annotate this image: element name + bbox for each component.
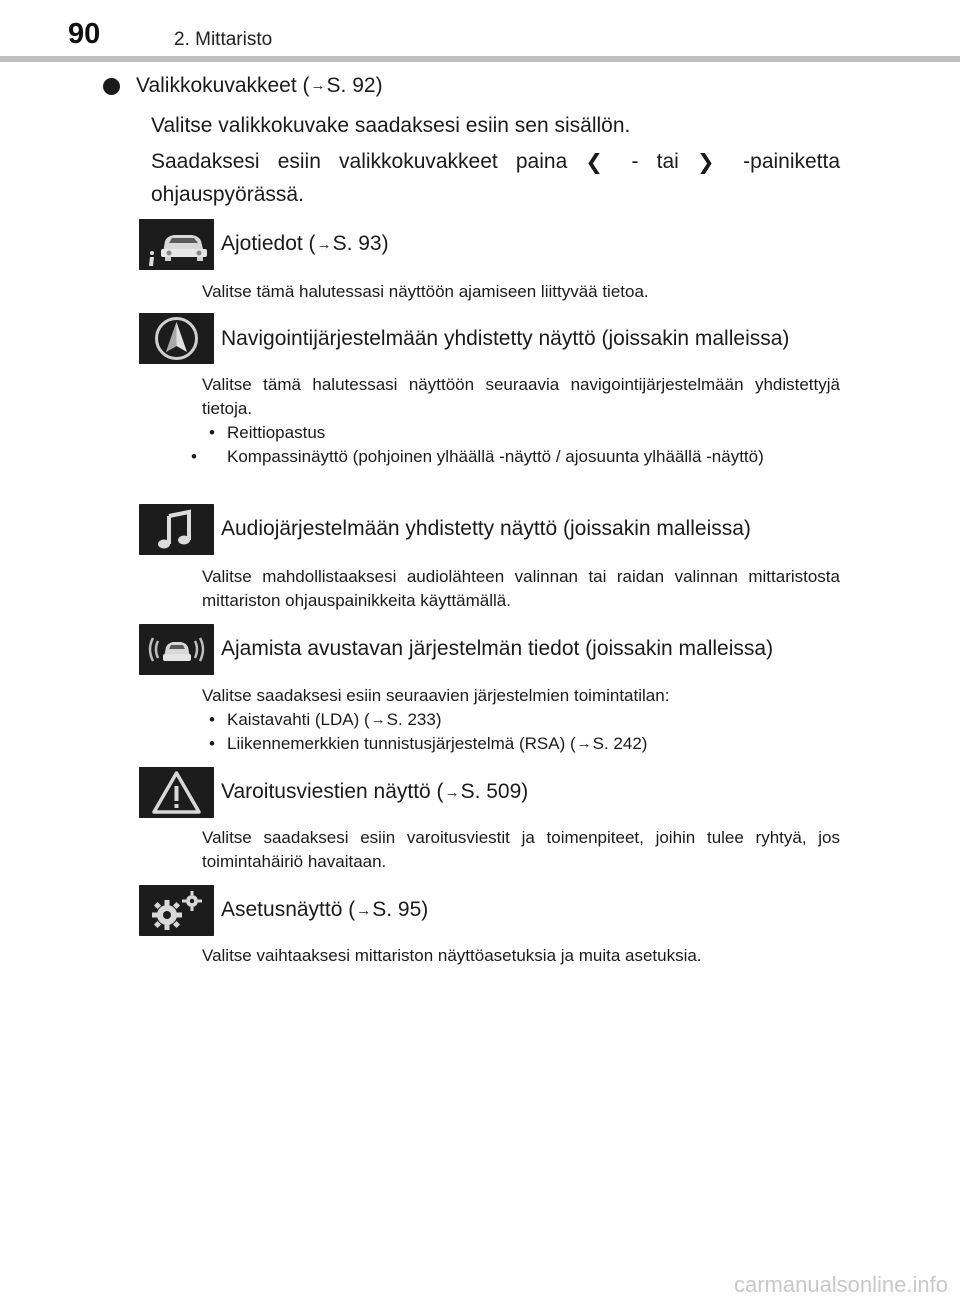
intro-line-2b: - tai: [631, 150, 679, 173]
list-item: • Liikennemerkkien tunnistusjärjestelmä (RSA) (→S. 242): [209, 734, 648, 753]
chapter-title: 2. Mittaristo: [174, 29, 273, 50]
item-title-warnings: Varoitusviestien näyttö (→S. 509): [221, 780, 529, 803]
item-title-driving-assist: Ajamista avustavan järjestelmän tiedot (joissakin malleissa): [221, 637, 774, 660]
item-title-audio: Audiojärjestelmään yhdistetty näyttö (joissakin malleissa): [221, 517, 751, 540]
list-item: • Reittiopastus: [209, 423, 326, 442]
list-item: • Kaistavahti (LDA) (→S. 233): [209, 710, 442, 729]
intro-line-1: Valitse valikkokuvake saadaksesi esiin sen sisällön.: [151, 114, 631, 137]
navigation-compass-icon: [139, 313, 214, 364]
music-note-icon: [139, 504, 214, 555]
chevron-right-icon: ❯: [697, 151, 715, 174]
item-title-ajotiedot: Ajotiedot (→S. 93): [221, 232, 389, 255]
watermark: carmanualsonline.info: [733, 1272, 948, 1297]
arrow-right-icon: →: [370, 711, 386, 728]
chevron-left-icon: ❮: [585, 151, 604, 174]
settings-gears-icon: [139, 885, 214, 936]
driving-assist-icon: [139, 624, 214, 675]
item-title-settings: Asetusnäyttö (→S. 95): [221, 898, 429, 921]
page-header: [0, 0, 960, 62]
section-heading-text: Valikkokuvakkeet (: [136, 74, 310, 97]
page-number: 90: [68, 18, 101, 50]
item-title-navigation: Navigointijärjestelmään yhdistetty näyttö (joissakin malleissa): [221, 327, 790, 350]
car-info-icon: [139, 219, 214, 270]
arrow-right-icon: →: [576, 735, 592, 752]
item-desc-navigation: Valitse tämä halutessasi näyttöön seuraavia navigointijärjestelmään yhdistettyjä tietoja.: [202, 375, 840, 418]
list-item: • Kompassinäyttö (pohjoinen ylhäällä -näyttö / ajosuunta ylhäällä -näyttö): [191, 447, 764, 466]
section-heading: [103, 74, 383, 98]
header-rule: [0, 56, 960, 62]
section-heading-ref: S. 92): [326, 74, 383, 97]
intro-line-2c: -painiketta ohjauspyörässä.: [151, 150, 841, 206]
bullet-dot-icon: [103, 78, 120, 95]
arrow-right-icon: →: [316, 236, 332, 253]
arrow-right-icon: →: [356, 902, 372, 919]
item-desc-ajotiedot: Valitse tämä halutessasi näyttöön ajamiseen liittyvää tietoa.: [202, 282, 649, 301]
arrow-right-icon: →: [310, 76, 326, 94]
item-desc-warnings: Valitse saadaksesi esiin varoitusviestit ja toimenpiteet, joihin tulee ryhtyä, jos toimintahäiriö havaitaan.: [202, 828, 840, 871]
intro-line-2a: Saadaksesi esiin valikkokuvakkeet paina: [151, 150, 568, 173]
item-desc-driving-assist: Valitse saadaksesi esiin seuraavien järjestelmien toimintatilan:: [202, 686, 670, 705]
warning-triangle-icon: [139, 767, 214, 818]
intro-line-2: [151, 146, 840, 211]
item-desc-audio: Valitse mahdollistaaksesi audiolähteen valinnan tai raidan valinnan mittaristosta mittariston ohjauspainikkeita käyttämällä.: [202, 567, 840, 610]
arrow-right-icon: →: [444, 784, 460, 801]
item-desc-settings: Valitse vaihtaaksesi mittariston näyttöasetuksia ja muita asetuksia.: [202, 946, 702, 965]
